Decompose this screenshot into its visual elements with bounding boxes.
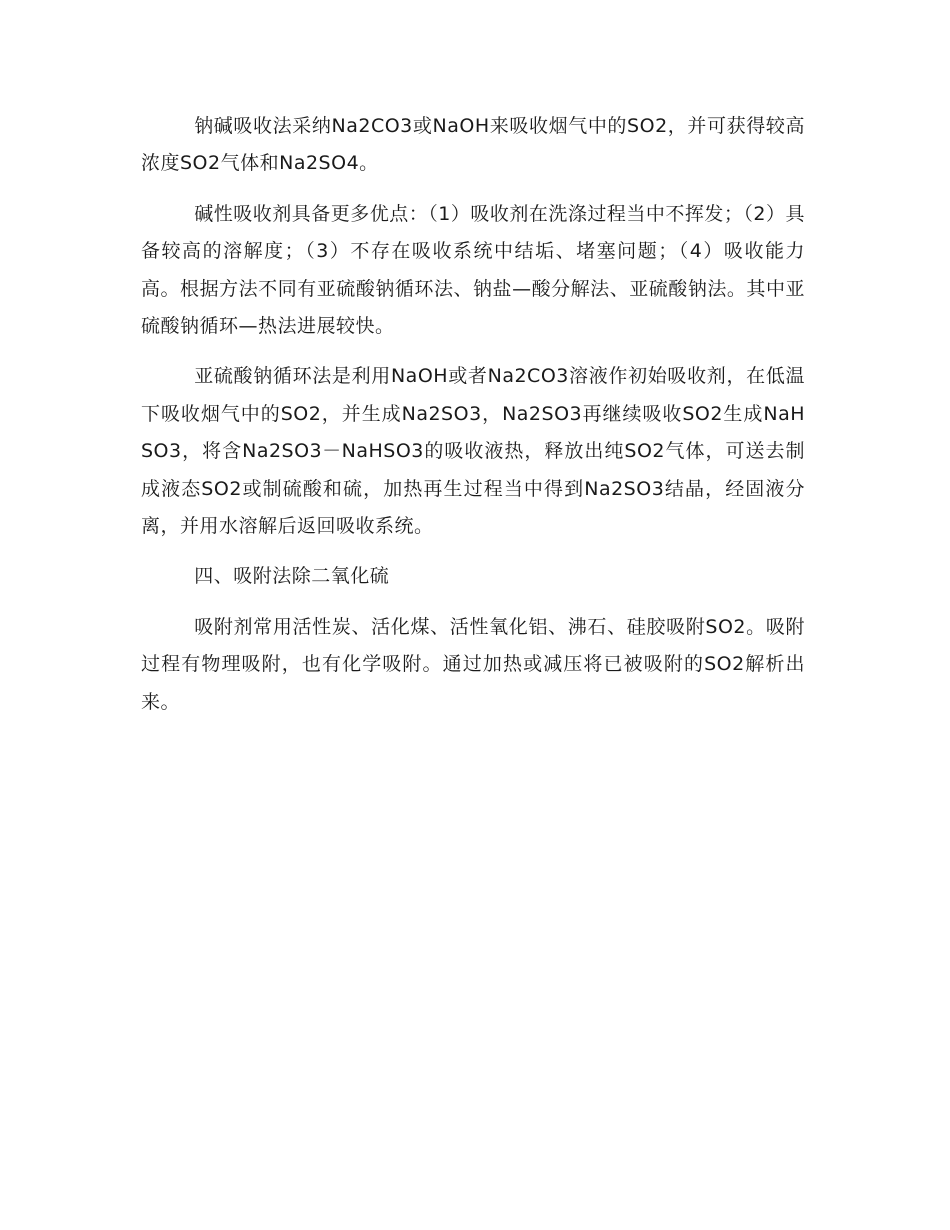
paragraph-sodium-sulfite-cycle: 亚硫酸钠循环法是利用NaOH或者Na2CO3溶液作初始吸收剂，在低温下吸收烟气中的SO2，并生成Na2SO3，Na2SO3再继续吸收SO2生成NaHSO3，将含Na2SO3－NaHSO3的吸收液热，释放出纯SO2气体，可送去制成液态SO2或制硫酸和硫，加热再生过程当中得到Na2SO3结晶，经固液分离，并用水溶解后返回吸收系统。: [141, 365, 805, 538]
paragraph-alkaline-absorbent-advantages: 碱性吸收剂具备更多优点：（1）吸收剂在洗涤过程当中不挥发；（2）具备较高的溶解度；（3）不存在吸收系统中结垢、堵塞问题；（4）吸收能力高。根据方法不同有亚硫酸钠循环法、钠盐—酸分解法、亚硫酸钠法。其中亚硫酸钠循环—热法进展较快。: [141, 202, 805, 338]
paragraph-sodium-alkali-absorption: 钠碱吸收法采纳Na2CO3或NaOH来吸收烟气中的SO2，并可获得较高浓度SO2气体和Na2SO4。: [141, 115, 805, 175]
section-heading-adsorption: 四、吸附法除二氧化硫: [194, 565, 390, 588]
paragraph-adsorbents: 吸附剂常用活性炭、活化煤、活性氧化铝、沸石、硅胶吸附SO2。吸附过程有物理吸附，也有化学吸附。通过加热或减压将已被吸附的SO2解析出来。: [141, 615, 805, 713]
document-body: [141, 108, 805, 734]
